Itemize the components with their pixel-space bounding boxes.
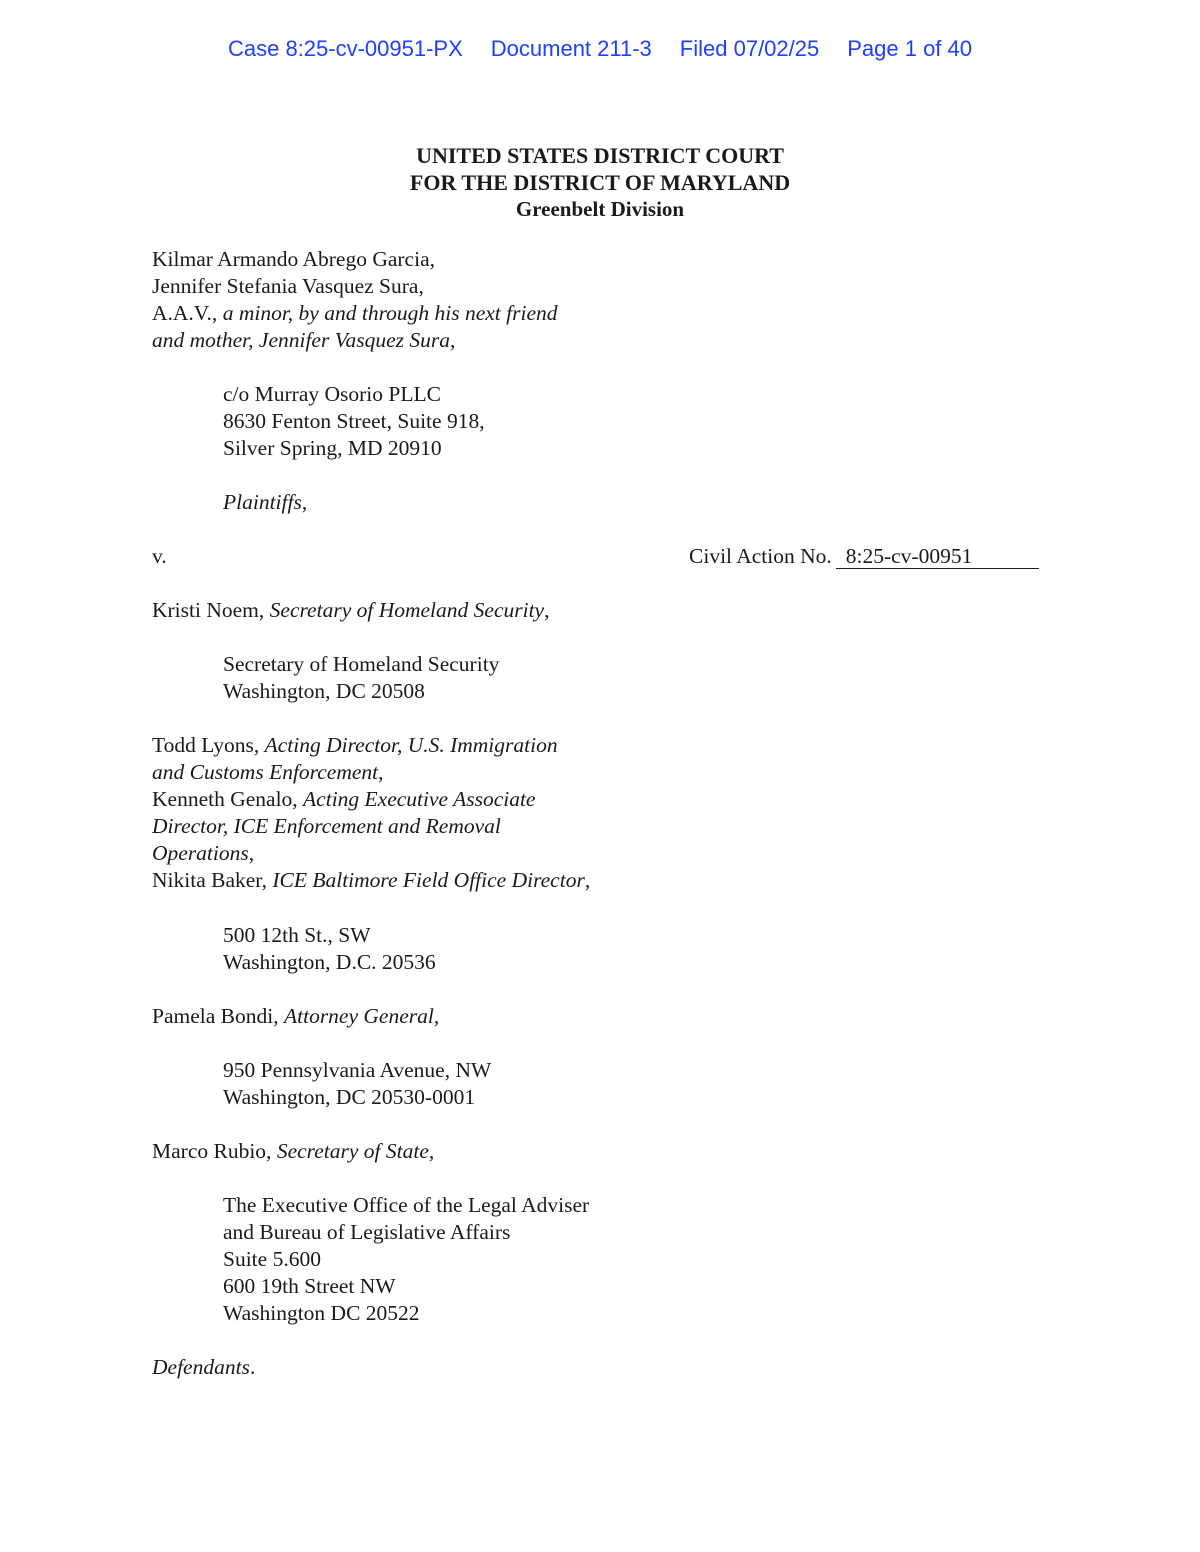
ice-address: 500 12th St., SW Washington, D.C. 20536 xyxy=(223,923,436,974)
plaintiffs-list xyxy=(152,246,558,354)
plaintiffs-address: c/o Murray Osorio PLLC 8630 Fenton Street, Suite 918, Silver Spring, MD 20910 xyxy=(223,382,485,460)
case-number: Case 8:25-cv-00951-PX xyxy=(227,36,463,61)
plaintiff-3: A.A.V., a minor, by and through his next friend xyxy=(152,301,558,325)
court-heading xyxy=(0,142,1200,223)
versus: v. xyxy=(152,544,167,568)
defendant-rubio: Marco Rubio, Secretary of State, xyxy=(152,1139,435,1163)
plaintiff-2: Jennifer Stefania Vasquez Sura, xyxy=(152,274,424,298)
page-indicator: Page 1 of 40 xyxy=(847,36,973,61)
civil-action-label: Civil Action No. xyxy=(689,544,832,568)
defendants-role: Defendants. xyxy=(152,1355,256,1379)
court-name: UNITED STATES DISTRICT COURT xyxy=(416,143,784,168)
defendant-noem: Kristi Noem, Secretary of Homeland Security, xyxy=(152,598,550,622)
defendants-ice: Todd Lyons, Acting Director, U.S. Immigration and Customs Enforcement, Kenneth Genalo, Acting Executive Associate Director, ICE Enforcement and Removal Operations, Nikita Baker, ICE Baltimore Field Office Director, xyxy=(152,733,591,892)
plaintiffs-role: Plaintiffs, xyxy=(223,490,308,514)
plaintiff-1: Kilmar Armando Abrego Garcia, xyxy=(152,247,435,271)
civil-action-number: 8:25-cv-00951 xyxy=(836,544,1039,569)
state-address: The Executive Office of the Legal Adviser and Bureau of Legislative Affairs Suite 5.600 600 19th Street NW Washington DC 20522 xyxy=(223,1193,590,1325)
doj-address: 950 Pennsylvania Avenue, NW Washington, DC 20530-0001 xyxy=(223,1058,492,1109)
civil-action-line xyxy=(689,544,1039,569)
document-number: Document 211-3 xyxy=(490,36,652,61)
plaintiff-3-cont: and mother, Jennifer Vasquez Sura, xyxy=(152,328,456,352)
defendant-bondi: Pamela Bondi, Attorney General, xyxy=(152,1004,440,1028)
filed-date: Filed 07/02/25 xyxy=(679,36,820,61)
noem-address: Secretary of Homeland Security Washington, DC 20508 xyxy=(223,652,500,703)
court-district: FOR THE DISTRICT OF MARYLAND xyxy=(409,170,791,195)
court-division: Greenbelt Division xyxy=(515,197,685,221)
ecf-header-stamp xyxy=(0,36,1200,62)
